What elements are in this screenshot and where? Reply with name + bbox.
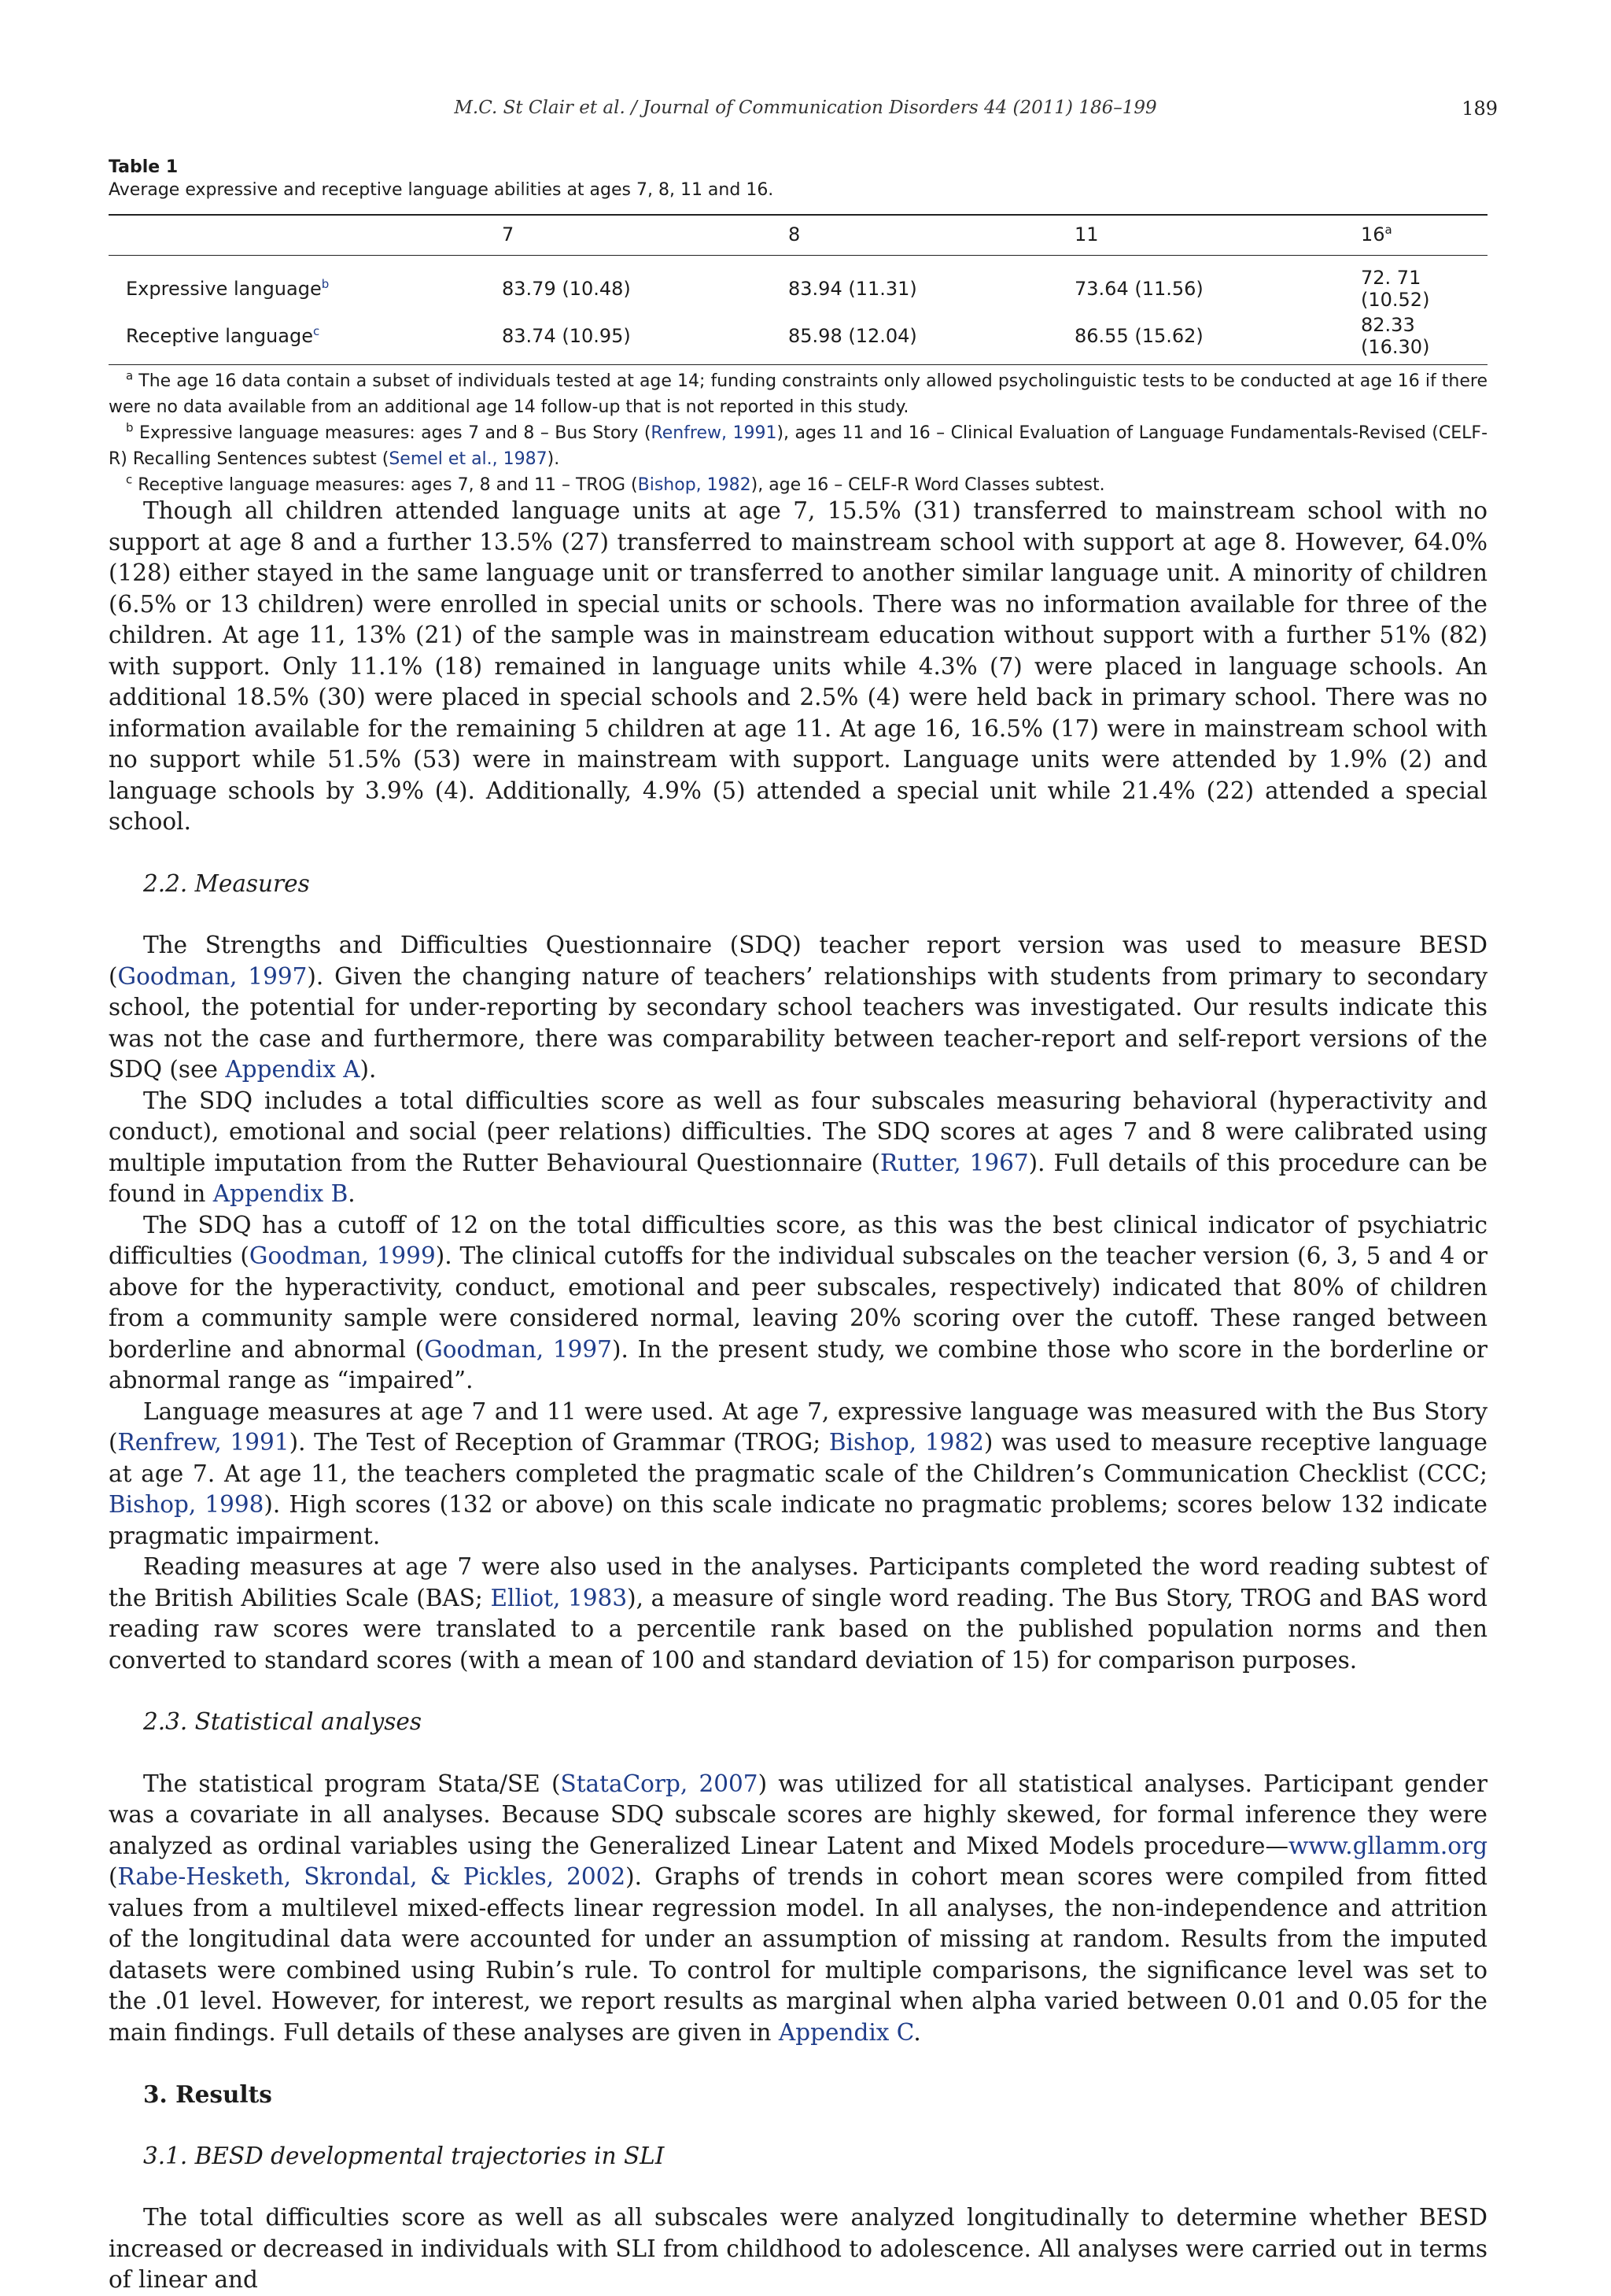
footnote-text: The age 16 data contain a subset of individuals tested at age 14; funding constraints only allowed psycholinguistic tests to be conducted at age 16 if there were no data available from an additional age 14 follow-up that is not reported in this study. [109,371,1488,417]
paragraph-language-measures [109,1397,1488,1552]
table-footnote-b [109,420,1488,472]
language-abilities-table [109,214,1488,365]
header-cell-age-16 [1361,215,1488,256]
table-cell: 73.64 (11.56) [1075,278,1204,300]
text-run: ), a measure of single word reading. The Bus Story, TROG and BAS word reading raw scores were translated to a percentile rank based on the published population norms and then converted to standard scores (with a mean of 100 and standard deviation of 15) for comparison purposes. [109,1584,1488,1674]
row-label-receptive [109,312,502,365]
footnote-marker: a [126,368,134,383]
text-run: ) was used to measure receptive language at age 7. At age 11, the teachers completed the pragmatic scale of the Children’s Communication Checklist (CCC; [109,1429,1488,1487]
header-cell-age-11: 11 [1075,215,1361,256]
table-cell: 83.74 (10.95) [502,312,788,365]
section-heading-besd-trajectories: 3.1. BESD developmental trajectories in SLI [143,2142,665,2169]
footnote-text: Receptive language measures: ages 7, 8 and 11 – TROG ( [138,475,638,495]
footnote-mark-a: a [1384,223,1392,237]
text-run: Reading measures at age 7 were also used in the analyses. Participants completed the word reading subtest of the British Abilities Scale (BAS; [109,1553,1488,1611]
website-link[interactable]: www.gllamm.org [1288,1832,1488,1859]
table-header-row [109,215,1488,256]
text-run: ( [109,1863,118,1890]
paragraph-reading-measures [109,1552,1488,1676]
table-caption: Average expressive and receptive language abilities at ages 7, 8, 11 and 16. [109,180,774,200]
paragraph-sdq [109,930,1488,1086]
table-row [109,256,1488,312]
paragraph-results: The total difficulties score as well as all subscales were analyzed longitudinally to determine whether BESD increased or decreased in individuals with SLI from childhood to adolescence. All analyses were carried out in terms of linear and [109,2204,1488,2293]
table-cell: 86.55 (15.62) [1075,312,1361,365]
citation-link[interactable]: Rabe-Hesketh, Skrondal, & Pickles, 2002 [117,1863,626,1890]
footnote-marker: c [126,472,133,487]
table-footnote-c [109,472,1488,498]
header-age-16-label: 16 [1361,223,1385,245]
footnote-link-b[interactable]: b [321,277,330,291]
table-cell: 85.98 (12.04) [788,312,1075,365]
appendix-link[interactable]: Appendix A [225,1056,360,1083]
paragraph-placement: Though all children attended language units at age 7, 15.5% (31) transferred to mainstream school with no support at age 8 and a further 13.5% (27) transferred to mainstream school with support at age 8. However, 64.0% (128) either stayed in the same language unit or transferred to another similar language unit. A minority of children (6.5% or 13 children) were enrolled in special units or schools. There was no information available for three of the children. At age 11, 13% (21) of the sample was in mainstream education without support with a further 51% (82) with support. Only 11.1% (18) remained in language units while 4.3% (7) were placed in language schools. An additional 18.5% (30) were placed in special schools and 2.5% (4) were held back in primary school. There was no information available for the remaining 5 children at age 11. At age 16, 16.5% (17) were in mainstream school with no support while 51.5% (53) were in mainstream with support. Language units were attended by 1.9% (2) and language schools by 3.9% (4). Additionally, 4.9% (5) attended a special unit while 21.4% (22) attended a special school. [109,497,1488,835]
footnote-link-c[interactable]: c [312,324,320,338]
citation-link[interactable]: Goodman, 1997 [117,962,308,990]
text-run: The SDQ includes a total difficulties score as well as four subscales measuring behavioral (hyperactivity and conduct), emotional and social (peer relations) difficulties. The SDQ scores at ages 7 and 8 were calibrated using multiple imputation from the Rutter Behavioural Questionnaire ( [109,1087,1488,1176]
footnote-marker: b [126,420,134,435]
table-cell: 72. 71 (10.52) [1361,267,1430,311]
text-run: The Strengths and Difficulties Questionnaire (SDQ) teacher report version was used to measure BESD ( [109,932,1488,990]
citation-link[interactable]: Bishop, 1982 [637,475,751,495]
paragraph-sdq-subscales [109,1086,1488,1210]
section-heading-statistical-analyses: 2.3. Statistical analyses [143,1708,422,1735]
citation-link[interactable]: Semel et al., 1987 [389,449,547,469]
table-footnote-a [109,368,1488,420]
citation-link[interactable]: StataCorp, 2007 [560,1770,758,1797]
header-cell-empty [109,215,502,256]
header-cell-age-7: 7 [502,215,788,256]
appendix-link[interactable]: Appendix B [212,1180,348,1207]
article-body [109,496,1488,2296]
row-label-expressive [109,256,502,312]
table-label: Table 1 [109,157,179,177]
text-run: ). The clinical cutoffs for the individual subscales on the teacher version (6, 3, 5 and 4 or above for the hyperactivity, conduct, emotional and peer subscales, respectively) indicated that 80% of children from a community sample were considered normal, leaving 20% scoring over the cutoff. These ranged between borderline and abnormal ( [109,1242,1488,1363]
row-label-text: Expressive language [126,278,322,300]
header-cell-age-8: 8 [788,215,1075,256]
footnote-text: ), ages 11 and 16 – Clinical Evaluation of Language Fundamentals-Revised (CELF-R) Recalling Sentences subtest ( [109,423,1488,469]
citation-link[interactable]: Bishop, 1982 [828,1429,984,1456]
citation-link[interactable]: Bishop, 1998 [109,1491,264,1518]
journal-citation: M.C. St Clair et al. / Journal of Communication Disorders 44 (2011) 186–199 [454,98,1157,118]
citation-link[interactable]: Goodman, 1997 [424,1335,612,1363]
paragraph-sdq-cutoff [109,1210,1488,1397]
citation-link[interactable]: Renfrew, 1991 [117,1429,289,1456]
text-run: The statistical program Stata/SE ( [143,1770,561,1797]
text-run: ). Full details of this procedure can be found in [109,1149,1488,1207]
appendix-link[interactable]: Appendix C [778,2018,914,2046]
page-number: 189 [1462,98,1498,120]
section-heading-results: 3. Results [143,2080,272,2108]
paragraph-statistics [109,1769,1488,2049]
text-run: . [913,2018,921,2046]
text-run: ). In the present study, we combine those who score in the borderline or abnormal range as “impaired”. [109,1335,1488,1393]
citation-link[interactable]: Rutter, 1967 [880,1149,1029,1176]
row-label-text: Receptive language [126,325,313,347]
text-run: The SDQ has a cutoff of 12 on the total difficulties score, as this was the best clinical indicator of psychiatric difficulties ( [109,1211,1488,1269]
text-run: ). [359,1056,377,1083]
table-1 [109,157,1488,498]
running-head [109,98,1502,129]
text-run: . [348,1180,356,1207]
table-cell: 82.33 (16.30) [1361,312,1488,365]
footnote-text: ), age 16 – CELF-R Word Classes subtest. [750,475,1105,495]
section-heading-measures: 2.2. Measures [143,869,310,897]
text-run: ) was utilized for all statistical analyses. Participant gender was a covariate in all analyses. Because SDQ subscale scores are highly skewed, for formal inference they were analyzed as ordinal variables using the Generalized Linear Latent and Mixed Models procedure— [109,1770,1488,1859]
text-run: Language measures at age 7 and 11 were used. At age 7, expressive language was measured with the Bus Story ( [109,1397,1488,1456]
footnote-text: Expressive language measures: ages 7 and 8 – Bus Story ( [139,423,651,443]
citation-link[interactable]: Renfrew, 1991 [651,423,777,443]
table-cell: 83.94 (11.31) [788,278,917,300]
text-run: ). Graphs of trends in cohort mean scores were compiled from fitted values from a multilevel mixed-effects linear regression model. In all analyses, the non-independence and attrition of the longitudinal data were accounted for under an assumption of missing at random. Results from the imputed datasets were combined using Rubin’s rule. To control for multiple comparisons, the significance level was set to the .01 level. However, for interest, we report results as marginal when alpha varied between 0.01 and 0.05 for the main findings. Full details of these analyses are given in [109,1863,1488,2046]
table-cell: 83.79 (10.48) [502,278,631,300]
footnote-text: ). [547,449,560,469]
text-run: ). High scores (132 or above) on this scale indicate no pragmatic problems; scores below 132 indicate pragmatic impairment. [109,1491,1488,1549]
citation-link[interactable]: Elliot, 1983 [490,1584,628,1611]
table-row [109,312,1488,365]
citation-link[interactable]: Goodman, 1999 [249,1242,436,1269]
text-run: ). Given the changing nature of teachers’ relationships with students from primary to secondary school, the potential for under-reporting by secondary school teachers was investigated. Our results indicate this was not the case and furthermore, there was comparability between teacher-report and self-report versions of the SDQ (see [109,962,1488,1083]
text-run: ). The Test of Reception of Grammar (TROG; [289,1429,829,1456]
